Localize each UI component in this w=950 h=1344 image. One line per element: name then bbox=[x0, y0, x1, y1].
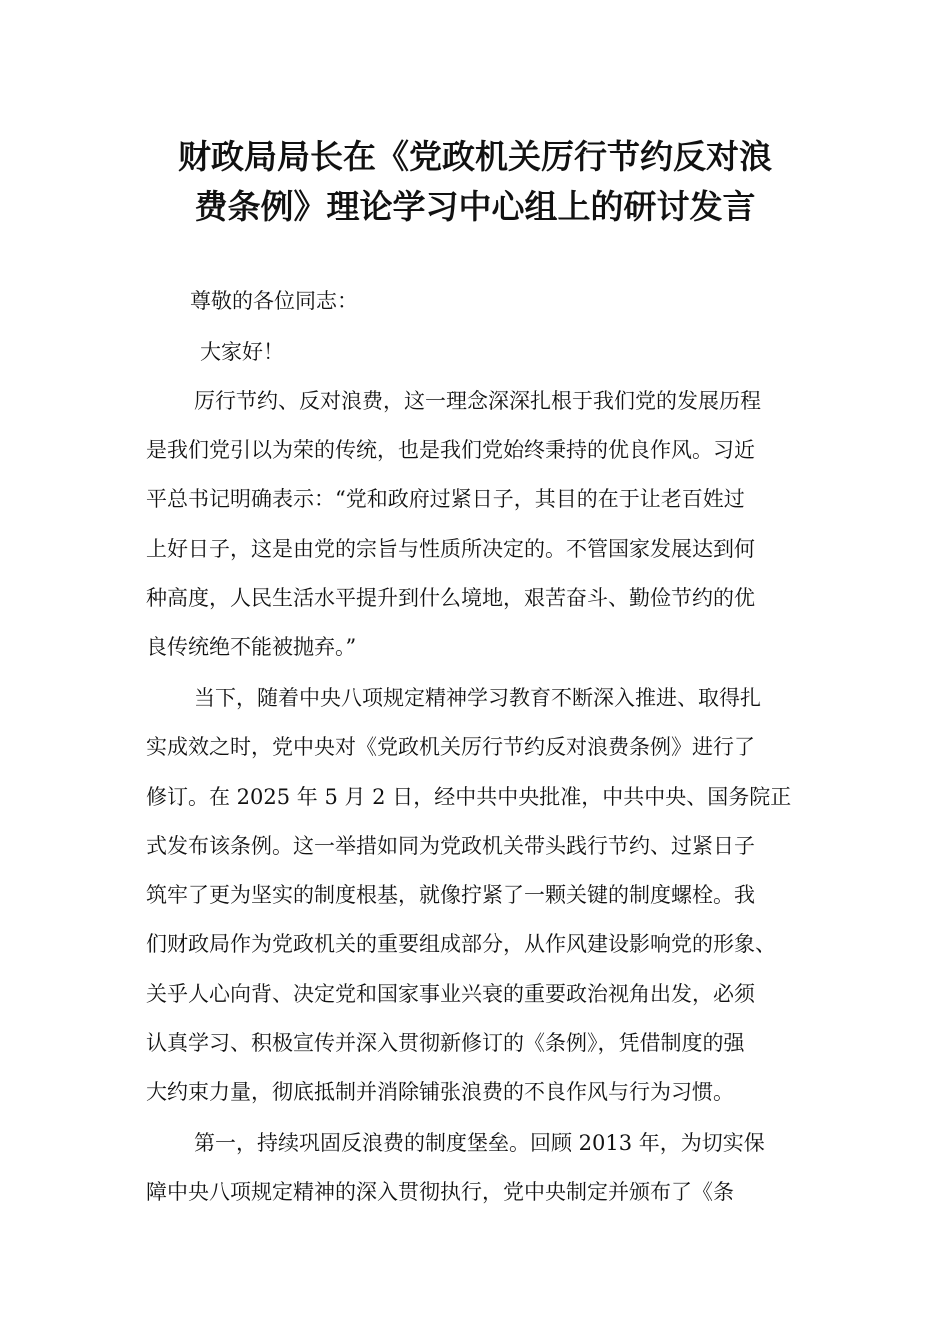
salutation: 尊敬的各位同志： bbox=[190, 289, 358, 313]
paragraph-2-line: 修订。在 2025 年 5 月 2 日，经中共中央批准，中共中央、国务院正 bbox=[146, 785, 792, 809]
paragraph-3-line: 第一，持续巩固反浪费的制度堡垒。回顾 2013 年，为切实保 bbox=[194, 1131, 765, 1155]
paragraph-1-line: 是我们党引以为荣的传统，也是我们党始终秉持的优良作风。习近 bbox=[146, 438, 755, 462]
paragraph-1-line: 厉行节约、反对浪费，这一理念深深扎根于我们党的发展历程 bbox=[194, 389, 761, 413]
paragraph-1-line: 种高度，人民生活水平提升到什么境地，艰苦奋斗、勤俭节约的优 bbox=[146, 586, 755, 610]
paragraph-1-line: 平总书记明确表示：“党和政府过紧日子，其目的在于让老百姓过 bbox=[146, 487, 745, 511]
greeting: 大家好！ bbox=[200, 340, 284, 364]
document-title bbox=[120, 132, 830, 232]
paragraph-2-line: 们财政局作为党政机关的重要组成部分，从作风建设影响党的形象、 bbox=[146, 932, 776, 956]
paragraph-1-line: 上好日子，这是由党的宗旨与性质所决定的。不管国家发展达到何 bbox=[146, 537, 755, 561]
paragraph-1-line: 良传统绝不能被抛弃。” bbox=[146, 635, 357, 659]
paragraph-2-line: 筑牢了更为坚实的制度根基，就像拧紧了一颗关键的制度螺栓。我 bbox=[146, 883, 755, 907]
paragraph-2-line: 当下，随着中央八项规定精神学习教育不断深入推进、取得扎 bbox=[194, 686, 761, 710]
title-line: 财政局局长在《党政机关厉行节约反对浪 bbox=[178, 137, 772, 176]
paragraph-2-line: 认真学习、积极宣传并深入贯彻新修订的《条例》，凭借制度的强 bbox=[146, 1031, 745, 1055]
paragraph-2-line: 关乎人心向背、决定党和国家事业兴衰的重要政治视角出发，必须 bbox=[146, 982, 755, 1006]
title-line: 费条例》理论学习中心组上的研讨发言 bbox=[194, 187, 756, 226]
paragraph-2-line: 实成效之时，党中央对《党政机关厉行节约反对浪费条例》进行了 bbox=[146, 735, 755, 759]
paragraph-2-line: 式发布该条例。这一举措如同为党政机关带头践行节约、过紧日子 bbox=[146, 834, 755, 858]
paragraph-2-line: 大约束力量，彻底抵制并消除铺张浪费的不良作风与行为习惯。 bbox=[146, 1080, 734, 1104]
paragraph-3-line: 障中央八项规定精神的深入贯彻执行，党中央制定并颁布了《条 bbox=[146, 1180, 734, 1204]
